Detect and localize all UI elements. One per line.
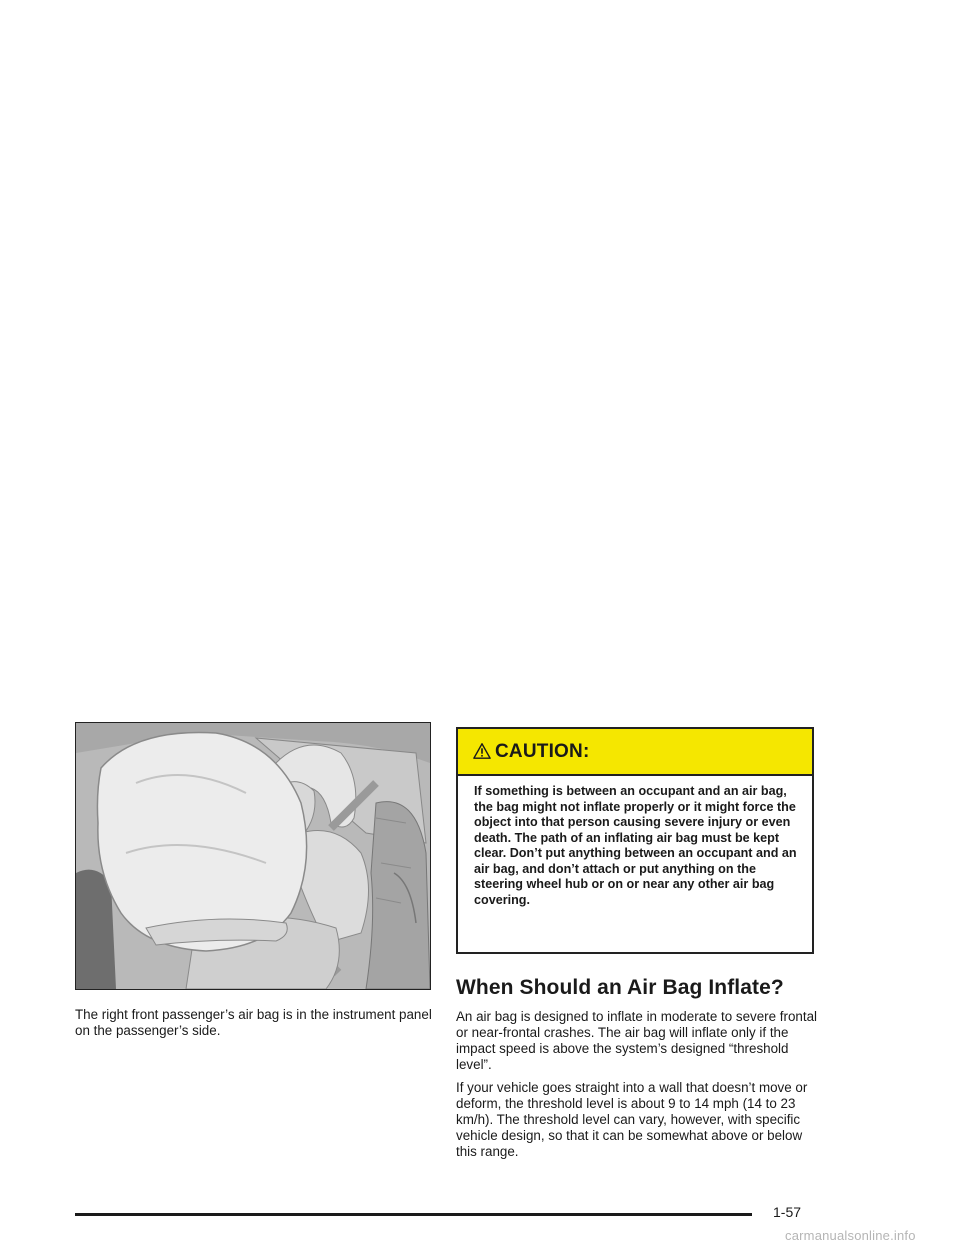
caution-title: CAUTION: (495, 740, 590, 762)
figure-caption: The right front passenger’s air bag is in the instrument panel on the passenger’s side. (75, 1007, 432, 1038)
caution-header (458, 729, 812, 776)
body-paragraph: An air bag is designed to inflate in moderate to severe frontal or near-frontal crashes. The air bag will inflate only if the impact speed is above the system’s designed “threshold level”. (456, 1009, 818, 1072)
caution-box (456, 727, 814, 954)
page-number: 1-57 (773, 1204, 802, 1220)
footer-rule (75, 1213, 752, 1216)
warning-triangle-icon (473, 742, 491, 760)
watermark: carmanualsonline.info (785, 1228, 916, 1243)
body-paragraph: If your vehicle goes straight into a wall that doesn’t move or deform, the threshold level is about 9 to 14 mph (14 to 23 km/h). The threshold level can vary, however, with specific vehicle design, so that it can be somewhat above or below this range. (456, 1080, 808, 1159)
airbag-illustration (75, 722, 431, 990)
passenger-airbag-drawing (76, 723, 430, 989)
caution-text: If something is between an occupant and an air bag, the bag might not inflate properly or it might force the object into that person causing severe injury or even death. The path of an inflating air bag must be kept clear. Don’t put anything between an occupant and an air bag, and don’t attach or put anything on the steering wheel hub or on or near any other air bag covering. (474, 784, 797, 907)
section-heading: When Should an Air Bag Inflate? (456, 976, 784, 999)
